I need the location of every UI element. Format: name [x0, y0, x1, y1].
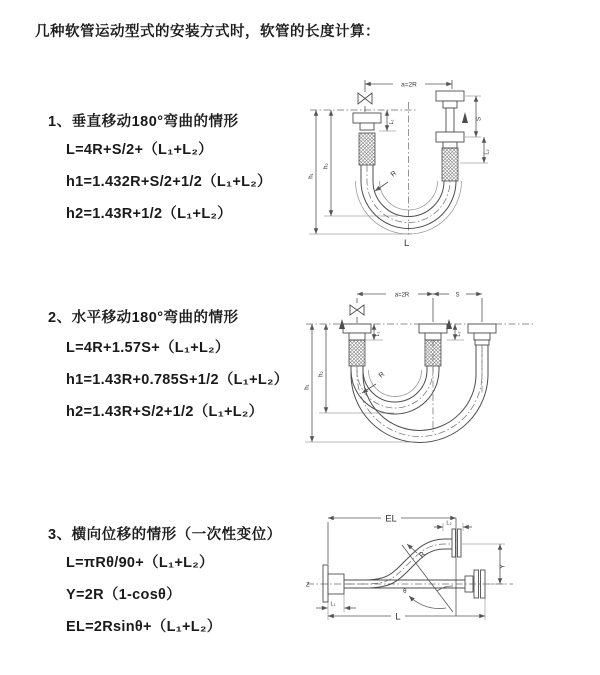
d1-dim-s — [465, 96, 483, 137]
d1-dim-l1 — [379, 110, 396, 131]
section-1-heading: 1、垂直移动180°弯曲的情形 — [48, 114, 239, 130]
section-3-formula-Y: Y=2R（1-cosθ） — [66, 587, 181, 603]
d3-label-y: Y — [499, 564, 507, 569]
d2-hose-position-2 — [351, 345, 488, 443]
d1-label-l1: L₁ — [389, 119, 395, 125]
d2-right-fitting — [468, 324, 496, 345]
d3-angle-construction — [402, 545, 453, 612]
d3-dim-el — [328, 514, 456, 617]
section-2-heading: 2、水平移动180°弯曲的情形 — [48, 310, 239, 326]
section-1-formula-L: L=4R+S/2+（L₁+L₂） — [66, 142, 213, 158]
d3-label-l: L — [395, 611, 401, 623]
d1-label-s: S — [475, 116, 483, 122]
d3-upper-flange — [452, 529, 461, 557]
diagram-vertical-180-bend — [300, 66, 590, 258]
d1-label-h2: h₂ — [323, 163, 330, 169]
d1-label-r: R — [389, 169, 399, 179]
d3-left-flange — [323, 565, 344, 602]
d2-dim-a2r-s — [357, 293, 482, 324]
d1-label-h1: h₁ — [308, 173, 315, 179]
d1-right-fitting — [436, 91, 464, 181]
section-2-formula-h1: h1=1.43R+0.785S+1/2（L₁+L₂） — [66, 372, 289, 388]
d3-dim-l — [328, 598, 485, 623]
d1-label-a2r: a=2R — [401, 81, 417, 89]
page-title: 几种软管运动型式的安装方式时，软管的长度计算： — [35, 24, 380, 40]
d2-label-r: R — [377, 370, 387, 380]
d2-label-l1: L₁ — [375, 331, 381, 337]
section-3-heading: 3、横向位移的情形（一次性变位） — [48, 527, 282, 543]
d2-middle-fitting — [419, 324, 447, 366]
d1-left-fitting — [353, 113, 381, 165]
d1-label-l2: L₂ — [484, 149, 491, 155]
d3-centerline-mark: Z — [306, 582, 310, 589]
d3-label-r: R — [418, 550, 427, 560]
diagram-horizontal-180-bend — [298, 282, 588, 454]
d3-label-el: EL — [385, 513, 397, 525]
d2-label-l2: L₂ — [456, 331, 462, 337]
d3-label-theta: θ — [403, 588, 407, 595]
valve-icon — [350, 305, 364, 315]
diagram-lateral-displacement — [295, 498, 595, 663]
d3-label-l2: L₂ — [446, 520, 452, 527]
section-1-formula-h2: h2=1.43R+1/2（L₁+L₂） — [66, 206, 233, 222]
d1-movement-arrow-icon — [462, 112, 468, 123]
d1-dim-l2 — [460, 137, 491, 163]
d3-radius-callout — [407, 544, 427, 559]
d1-radius-callout — [375, 170, 398, 191]
d3-label-l1: L₁ — [330, 601, 336, 608]
section-2-formula-h2: h2=1.43R+S/2+1/2（L₁+L₂） — [66, 404, 264, 420]
d2-left-fitting — [343, 324, 371, 366]
section-3-formula-L: L=πRθ/90+（L₁+L₂） — [66, 555, 214, 571]
section-2-formula-L: L=4R+1.57S+（L₁+L₂） — [66, 340, 230, 356]
d2-label-s: S — [455, 292, 460, 299]
d2-label-h1: h₁ — [304, 384, 311, 390]
d2-label-h2: h₂ — [318, 371, 325, 377]
d2-hose-position-1 — [351, 366, 439, 414]
valve-icon — [358, 93, 372, 104]
d2-label-a2r: a=2R — [394, 292, 410, 299]
section-3-formula-EL: EL=2Rsinθ+（L₁+L₂） — [66, 619, 222, 635]
section-1-formula-h1: h1=1.432R+S/2+1/2（L₁+L₂） — [66, 174, 272, 190]
d3-dim-l1 — [316, 594, 356, 612]
d3-hose-s-curve — [344, 539, 452, 588]
d1-label-L: L — [404, 238, 410, 249]
